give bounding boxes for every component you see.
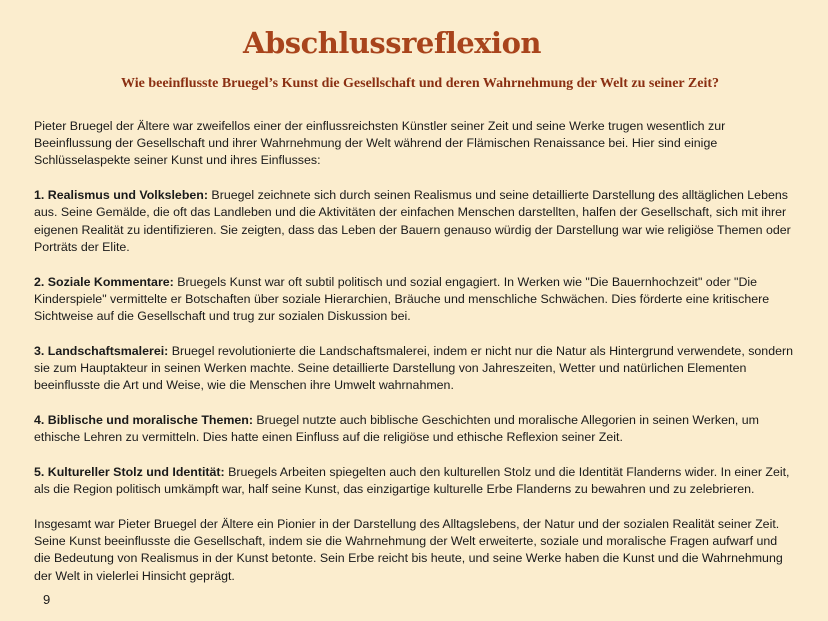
intro-paragraph: Pieter Bruegel der Ältere war zweifellos einer der einflussreichsten Künstler seiner Zeit und seine Werke trugen wesentlich zur Beeinflussung der Gesellschaft und ihrer Wahrnehmung der Welt während der Flämischen Renaissance bei. Hier sind einige Schlüsselaspekte seiner Kunst und ihres Einflusses: (34, 119, 726, 168)
section-heading: 3. Landschaftsmalerei: (34, 343, 169, 358)
section-heading: 1. Realismus und Volksleben: (34, 188, 208, 203)
page-number: 9 (43, 592, 51, 607)
section-kultureller-stolz (34, 464, 796, 498)
section-biblische-themen (34, 412, 796, 446)
section-text: Bruegels Arbeiten spiegelten auch den kulturellen Stolz und die Identität Flanderns wider. In einer Zeit, als die Region politisch umkämpft war, half seine Kunst, das einzigartige kulturelle Erbe Flanderns zu bewahren und zu zelebrieren. (34, 465, 790, 497)
section-text: Bruegel zeichnete sich durch seinen Realismus und seine detaillierte Darstellung des alltäglichen Lebens aus. Seine Gemälde, die oft das Landleben und die Aktivitäten der einfachen Menschen darstellten, halfen der Gesellschaft, sich mit ihrer eigenen Realität zu identifizieren. Sie zeigten, dass das Leben der Bauern genauso würdig der Darstellung war wie religiöse Themen oder Porträts der Elite. (34, 188, 791, 254)
section-text: Bruegels Kunst war oft subtil politisch und sozial engagiert. In Werken wie "Die Bauernhochzeit" oder "Die Kinderspiele" vermittelte er Botschaften über soziale Hierarchien, Bräuche und menschliche Schwächen. Dies förderte eine kritischere Sichtweise auf die Gesellschaft und trug zur sozialen Diskussion bei. (34, 274, 770, 324)
page-subtitle: Wie beeinflusste Bruegel’s Kunst die Gesellschaft und deren Wahrnehmung der Welt zu seiner Zeit? (120, 76, 719, 91)
section-text: Bruegel nutzte auch biblische Geschichten und moralische Allegorien in seinen Werken, um ethische Lehren zu vermitteln. Dies hatte einen Einfluss auf die religiöse und ethische Reflexion seiner Zeit. (34, 413, 759, 445)
section-soziale-kommentare (34, 274, 796, 326)
conclusion-paragraph: Insgesamt war Pieter Bruegel der Ältere ein Pionier in der Darstellung des Alltagslebens, der Natur und der sozialen Realität seiner Zeit. Seine Kunst beeinflusste die Gesellschaft, indem sie die Wahrnehmung der Welt erweiterte, soziale und moralische Fragen aufwarf und die Bedeutung von Realismus in der Kunst betonte. Sein Erbe reicht bis heute, und seine Werke haben die Kunst und die Wahrnehmung der Welt in vielerlei Hinsicht geprägt. (34, 517, 783, 583)
page-title: Abschlussreflexion (242, 26, 541, 60)
section-heading: 5. Kultureller Stolz und Identität: (34, 465, 225, 480)
section-realismus (34, 187, 796, 256)
section-landschaftsmalerei (34, 343, 796, 395)
section-text: Bruegel revolutionierte die Landschaftsmalerei, indem er nicht nur die Natur als Hintergrund verwendete, sondern sie zum Hauptakteur in seinen Werken machte. Seine detaillierte Darstellung von Jahreszeiten, Wetter und natürlichen Elementen beeinflusste die Art und Weise, wie die Menschen ihre Umwelt wahrnahmen. (34, 343, 793, 393)
section-heading: 2. Soziale Kommentare: (34, 274, 174, 289)
section-heading: 4. Biblische und moralische Themen: (34, 413, 253, 428)
document-body (34, 118, 796, 602)
